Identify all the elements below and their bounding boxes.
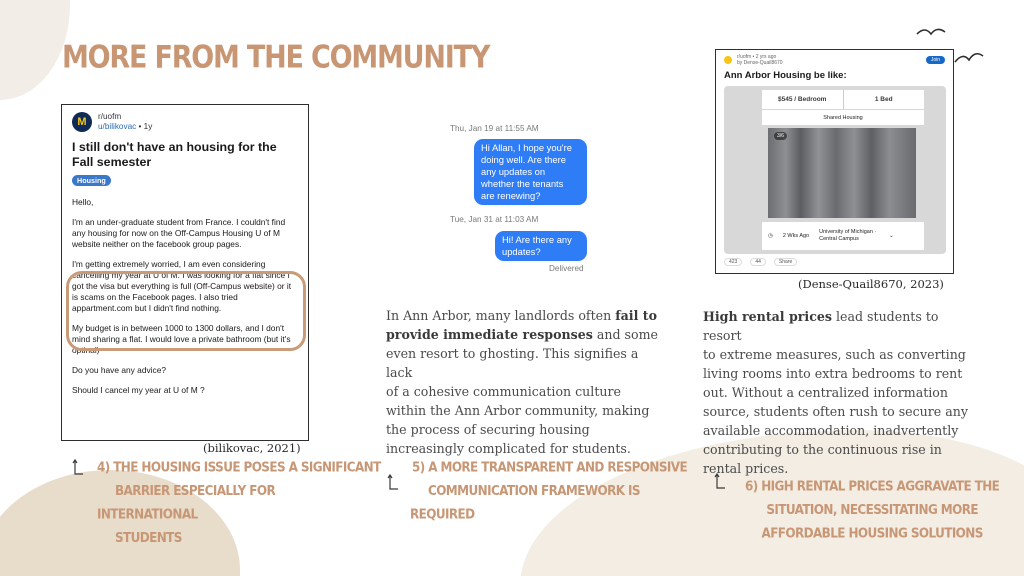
subreddit-icon xyxy=(724,56,732,64)
body-line: to extreme measures, such as converting xyxy=(703,347,966,362)
caption-line: REQUIRED xyxy=(410,506,475,523)
post-paragraph: Should I cancel my year at U of M ? xyxy=(72,385,205,395)
body-bold: High rental prices xyxy=(703,309,832,324)
highlight-ring xyxy=(66,271,306,351)
decor-blob-top-left xyxy=(0,0,70,100)
post-paragraph: I'm getting extremely worried, I am even considering cancelling my year at U of M. I was looking for a flat since I got the visa but everything is full (Off-Campus website) or it is scams on the Facebook pages. I also tried appartment.com but I didn't find nothing. xyxy=(72,259,292,313)
body-line: of a cohesive communication culture xyxy=(386,384,621,399)
subreddit-name: r/uofm xyxy=(98,112,122,121)
photo-post-meta-line: r/uofm • 2 yrs ago xyxy=(737,54,777,60)
photo-post-header xyxy=(724,54,945,66)
message-bubble xyxy=(495,231,587,261)
caption-line: SITUATION, NECESSITATING MORE xyxy=(766,501,978,518)
caption-line: COMMUNICATION FRAMEWORK IS xyxy=(428,482,640,499)
up-arrow-icon xyxy=(72,459,84,475)
body-bold: provide immediate responses xyxy=(386,327,593,342)
body-line: source, students often rush to secure any xyxy=(703,404,968,419)
photo-post-meta xyxy=(737,54,783,66)
page-title: MORE FROM THE COMMUNITY xyxy=(62,40,490,76)
post-paragraph: Do you have any advice? xyxy=(72,365,167,375)
listing-type: Shared Housing xyxy=(762,110,924,125)
body-segment: and some xyxy=(592,327,658,342)
photo-post-meta-line: by Dense-Quail8670 xyxy=(737,60,783,66)
post-header xyxy=(72,112,298,132)
caption-line: 4) THE HOUSING ISSUE POSES A SIGNIFICANT xyxy=(97,459,381,476)
post-meta xyxy=(98,112,152,132)
chevron-down-icon: ⌄ xyxy=(889,233,894,239)
share-button[interactable]: Share xyxy=(774,258,797,266)
message-line: Hi! Are there any xyxy=(502,234,572,245)
body-line: out. Without a centralized information xyxy=(703,385,948,400)
body-line: even resort to ghosting. This signifies a lack xyxy=(386,346,639,380)
citation-right: (Dense-Quail8670, 2023) xyxy=(798,277,944,291)
caption-line: 6) HIGH RENTAL PRICES AGGRAVATE THE xyxy=(745,478,1000,495)
reddit-post-card xyxy=(61,104,309,441)
right-body-text xyxy=(703,307,978,478)
body-bold: fail to xyxy=(615,308,657,323)
citation-left: (bilikovac, 2021) xyxy=(203,441,301,455)
up-arrow-icon xyxy=(387,474,399,490)
delivered-status: Delivered xyxy=(549,264,584,273)
message-line: any updates on xyxy=(481,166,546,177)
body-segment: In Ann Arbor, many landlords often xyxy=(386,308,616,323)
listing-posted: 2 Wks Ago xyxy=(782,233,810,239)
message-bubble xyxy=(474,139,587,205)
message-timestamp: Tue, Jan 31 at 11:03 AM xyxy=(450,215,539,224)
body-line: increasingly complicated for students. xyxy=(386,441,631,456)
photo-post-title: Ann Arbor Housing be like: xyxy=(724,70,847,81)
body-line: the process of securing housing xyxy=(386,422,590,437)
caption-6 xyxy=(745,475,999,546)
photo-counter: 3/6 xyxy=(774,132,787,140)
body-line: available accommodation, inadvertently xyxy=(703,423,959,438)
post-title: I still don't have an housing for the Fall semester xyxy=(72,140,277,169)
post-actions xyxy=(724,258,945,266)
listing-price-bar xyxy=(762,90,924,109)
caption-line: STUDENTS xyxy=(115,529,182,546)
post-age: • 1y xyxy=(138,122,153,131)
post-paragraph: I'm an under-graduate student from France. I couldn't find any housing for now on the Off-Campus Housing U of M website neither on the facebook group pages. xyxy=(72,217,286,249)
post-paragraph: My budget is in between 1000 to 1300 dollars, and I don't mind sharing a flat. I would love a private bathroom (but it's optinal) xyxy=(72,323,291,355)
message-timestamp: Thu, Jan 19 at 11:55 AM xyxy=(450,124,539,133)
listing-photo xyxy=(724,86,946,254)
body-line: rental prices. xyxy=(703,461,789,476)
message-line: Hi Allan, I hope you're xyxy=(481,142,572,153)
caption-line: 5) A MORE TRANSPARENT AND RESPONSIVE xyxy=(412,459,688,476)
caption-line: INTERNATIONAL xyxy=(97,506,198,523)
up-arrow-icon xyxy=(714,473,726,489)
post-flair: Housing xyxy=(72,175,111,186)
post-paragraph: Hello, xyxy=(72,197,94,207)
listing-location: University of Michigan · Central Campus xyxy=(819,229,877,242)
post-username: u/bilikovac xyxy=(98,122,137,131)
body-line: living rooms into extra bedrooms to rent xyxy=(703,366,963,381)
room-curtains-image xyxy=(768,128,916,218)
umich-logo-icon: M xyxy=(72,112,92,132)
caption-line: AFFORDABLE HOUSING SOLUTIONS xyxy=(761,525,983,542)
reddit-photo-post xyxy=(715,49,954,274)
listing-price: $545 / Bedroom xyxy=(778,96,827,103)
listing-footer xyxy=(762,222,924,250)
clock-icon: ◷ xyxy=(768,233,773,239)
vote-count[interactable]: 423 xyxy=(724,258,742,266)
message-line: are renewing? xyxy=(481,190,541,201)
caption-5 xyxy=(410,456,687,527)
middle-body-text xyxy=(386,306,661,458)
message-line: updates? xyxy=(502,246,541,257)
comment-count[interactable]: 44 xyxy=(750,258,766,266)
caption-4 xyxy=(97,456,381,550)
body-segment: lead students to resort xyxy=(703,309,939,343)
message-line: doing well. Are there xyxy=(481,154,566,165)
listing-beds: 1 Bed xyxy=(843,90,925,109)
caption-line: BARRIER ESPECIALLY FOR xyxy=(115,482,276,499)
body-line: within the Ann Arbor community, making xyxy=(386,403,650,418)
message-line: whether the tenants xyxy=(481,178,564,189)
body-line: contributing to the continuous rise in xyxy=(703,442,942,457)
join-button[interactable]: Join xyxy=(926,56,945,64)
